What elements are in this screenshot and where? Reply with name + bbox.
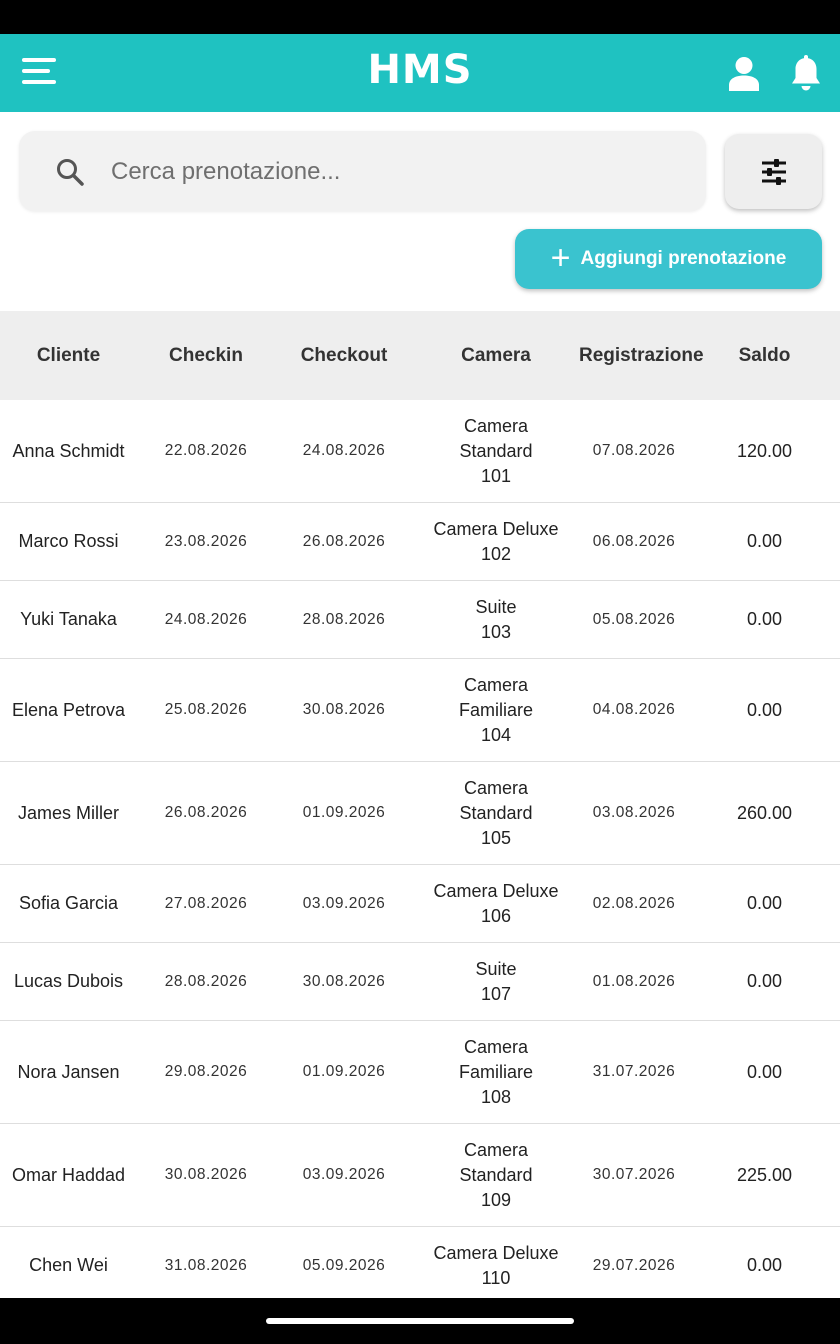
checkin-date: 31.08.2026 [164,1256,248,1274]
bell-icon [789,55,823,93]
checkout-date: 30.08.2026 [302,701,386,718]
table-header [0,311,840,400]
app-bar [0,34,840,112]
person-icon [727,56,761,92]
client-name: Marco Rossi [18,531,119,551]
registration-date: 29.07.2026 [592,1256,676,1274]
column-header-saldo[interactable]: Saldo [738,344,791,366]
table-row[interactable] [0,1021,840,1124]
client-name: Yuki Tanaka [20,609,117,629]
table-row[interactable] [0,762,840,865]
checkout-date: 28.08.2026 [302,610,386,628]
checkin-date: 29.08.2026 [164,1063,248,1080]
room-name: Camera Familiare 108 [458,1036,533,1107]
registration-date: 04.08.2026 [592,701,676,718]
table-row[interactable] [0,503,840,581]
add-booking-button[interactable] [515,229,822,289]
balance: 120.00 [736,440,793,461]
balance: 0.00 [746,1061,783,1082]
checkin-date: 27.08.2026 [164,894,248,912]
checkin-date: 28.08.2026 [164,972,248,990]
checkout-date: 03.09.2026 [302,1166,386,1183]
registration-date: 30.07.2026 [592,1166,676,1183]
checkout-date: 24.08.2026 [302,442,386,459]
registration-date: 02.08.2026 [592,894,676,912]
account-button[interactable] [724,52,764,96]
add-booking-label: Aggiungi prenotazione [580,248,787,269]
notifications-button[interactable] [786,52,826,96]
client-name: Lucas Dubois [13,971,124,991]
checkin-date: 25.08.2026 [164,701,248,718]
client-name: James Miller [17,802,119,823]
room-name: Camera Standard 101 [459,415,533,486]
registration-date: 07.08.2026 [592,442,676,459]
client-name: Elena Petrova [11,699,126,720]
filter-button[interactable] [725,134,822,209]
room-name: Camera Deluxe 106 [433,880,559,926]
client-name: Nora Jansen [17,1061,120,1082]
balance: 0.00 [746,531,783,551]
checkout-date: 05.09.2026 [302,1256,386,1274]
system-navigation-bar [0,1298,840,1344]
column-header-cliente[interactable]: Cliente [36,344,101,366]
balance: 0.00 [746,699,783,720]
app-logo: HMS [367,47,473,93]
room-name: Camera Deluxe 110 [433,1242,559,1288]
room-name: Suite 107 [475,958,517,1004]
registration-date: 03.08.2026 [592,804,676,821]
balance: 0.00 [746,609,783,629]
checkout-date: 03.09.2026 [302,894,386,912]
checkin-date: 30.08.2026 [164,1166,248,1183]
column-header-registrazione[interactable]: Registrazione [579,344,704,366]
checkout-date: 01.09.2026 [302,1063,386,1080]
registration-date: 06.08.2026 [592,532,676,550]
client-name: Chen Wei [29,1255,108,1275]
room-name: Camera Standard 105 [459,777,533,848]
table-row[interactable] [0,1124,840,1227]
client-name: Anna Schmidt [12,440,125,461]
column-header-camera[interactable]: Camera [461,344,531,366]
home-indicator[interactable] [266,1318,574,1324]
column-header-checkout[interactable]: Checkout [300,344,388,366]
sliders-icon [760,159,788,185]
balance: 260.00 [736,802,793,823]
client-name: Omar Haddad [11,1164,126,1185]
client-name: Sofia Garcia [18,893,119,913]
search-bar [19,131,706,211]
column-header-checkin[interactable]: Checkin [169,344,243,366]
registration-date: 31.07.2026 [592,1063,676,1080]
checkin-date: 26.08.2026 [164,804,248,821]
balance: 0.00 [746,1255,783,1275]
room-name: Camera Familiare 104 [458,674,533,745]
room-name: Camera Deluxe 102 [433,518,559,564]
table-row[interactable] [0,581,840,659]
balance: 0.00 [746,971,783,991]
plus-icon: + [550,238,571,277]
checkout-date: 01.09.2026 [302,804,386,821]
checkin-date: 24.08.2026 [164,610,248,628]
table-row[interactable] [0,400,840,503]
checkin-date: 23.08.2026 [164,532,248,550]
table-row[interactable] [0,659,840,762]
registration-date: 05.08.2026 [592,610,676,628]
search-input[interactable] [109,149,693,195]
balance: 225.00 [736,1164,793,1185]
table-row[interactable] [0,1227,840,1305]
checkin-date: 22.08.2026 [164,442,248,459]
registration-date: 01.08.2026 [592,972,676,990]
status-bar [0,0,840,34]
bookings-table [0,311,840,1305]
search-icon [55,157,85,187]
room-name: Suite 103 [475,596,517,642]
table-row[interactable] [0,943,840,1021]
checkout-date: 30.08.2026 [302,972,386,990]
room-name: Camera Standard 109 [459,1139,533,1210]
balance: 0.00 [746,893,783,913]
table-row[interactable] [0,865,840,943]
checkout-date: 26.08.2026 [302,532,386,550]
